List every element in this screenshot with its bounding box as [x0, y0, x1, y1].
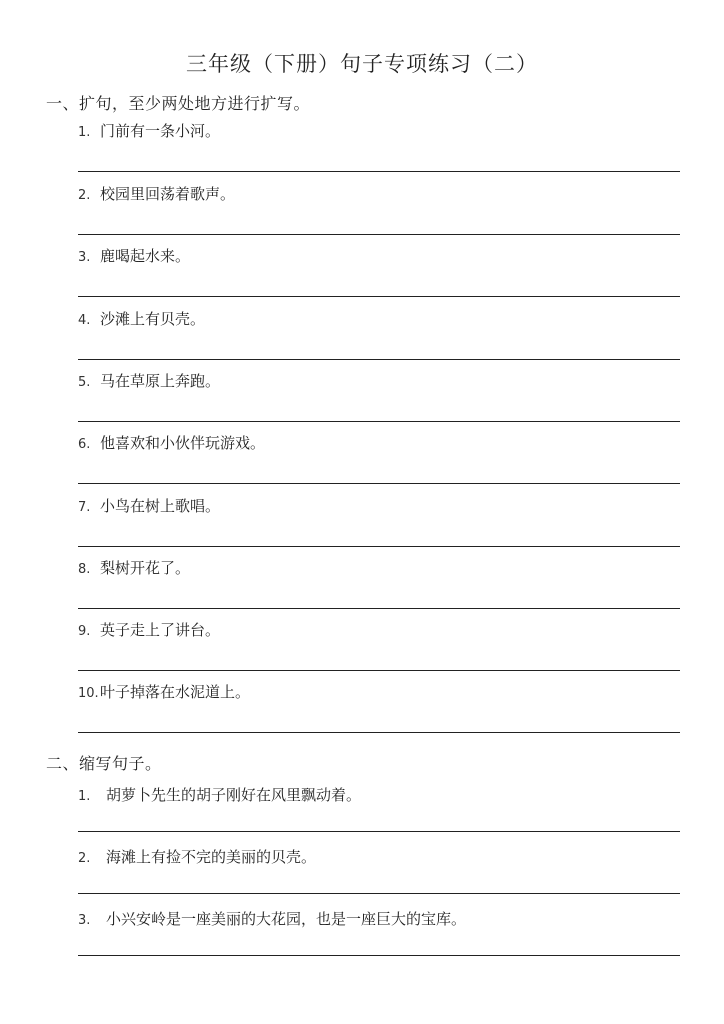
item-number: 7. [78, 500, 91, 515]
section-1-item-6 [78, 433, 680, 455]
item-sentence: 校园里回荡着歌声。 [100, 185, 236, 203]
answer-line[interactable] [78, 359, 680, 360]
answer-line[interactable] [78, 831, 680, 832]
answer-line[interactable] [78, 732, 680, 733]
item-sentence: 小兴安岭是一座美丽的大花园，也是一座巨大的宝库。 [106, 910, 467, 928]
section-1-item-2 [78, 184, 680, 206]
item-sentence: 马在草原上奔跑。 [100, 372, 221, 390]
item-number: 8. [78, 562, 91, 577]
item-number: 10. [78, 686, 99, 701]
answer-line[interactable] [78, 483, 680, 484]
answer-line[interactable] [78, 670, 680, 671]
item-sentence: 海滩上有捡不完的美丽的贝壳。 [106, 848, 317, 866]
answer-line[interactable] [78, 296, 680, 297]
section-1-item-8 [78, 558, 680, 580]
answer-line[interactable] [78, 608, 680, 609]
item-sentence: 梨树开花了。 [100, 559, 191, 577]
answer-line[interactable] [78, 546, 680, 547]
item-sentence: 门前有一条小河。 [100, 122, 221, 140]
section-2-item-2 [78, 847, 680, 869]
section-2-item-3 [78, 909, 680, 931]
item-sentence: 胡萝卜先生的胡子刚好在风里飘动着。 [106, 786, 362, 804]
item-number: 3. [78, 250, 91, 265]
item-number: 5. [78, 375, 91, 390]
item-number: 4. [78, 313, 91, 328]
answer-line[interactable] [78, 171, 680, 172]
item-sentence: 叶子掉落在水泥道上。 [100, 683, 251, 701]
section-1-item-9 [78, 620, 680, 642]
section-2-item-1 [78, 785, 680, 807]
item-number: 2. [78, 188, 91, 203]
section-1-heading: 一、扩句，至少两处地方进行扩写。 [46, 94, 311, 113]
section-1-item-7 [78, 496, 680, 518]
section-1-item-5 [78, 371, 680, 393]
answer-line[interactable] [78, 893, 680, 894]
section-1-item-3 [78, 246, 680, 268]
item-number: 1. [78, 125, 91, 140]
item-sentence: 小鸟在树上歌唱。 [100, 497, 221, 515]
item-sentence: 鹿喝起水来。 [100, 247, 191, 265]
section-1-item-1 [78, 121, 680, 143]
item-number: 6. [78, 437, 91, 452]
answer-line[interactable] [78, 421, 680, 422]
item-number: 1. [78, 789, 91, 804]
item-number: 3. [78, 913, 91, 928]
answer-line[interactable] [78, 234, 680, 235]
section-1-item-10 [78, 682, 680, 704]
item-number: 2. [78, 851, 91, 866]
item-sentence: 沙滩上有贝壳。 [100, 310, 206, 328]
item-sentence: 他喜欢和小伙伴玩游戏。 [100, 434, 266, 452]
page-title: 三年级（下册）句子专项练习（二） [186, 52, 538, 76]
section-1-item-4 [78, 309, 680, 331]
answer-line[interactable] [78, 955, 680, 956]
item-number: 9. [78, 624, 91, 639]
item-sentence: 英子走上了讲台。 [100, 621, 221, 639]
section-2-heading: 二、缩写句子。 [46, 754, 162, 773]
